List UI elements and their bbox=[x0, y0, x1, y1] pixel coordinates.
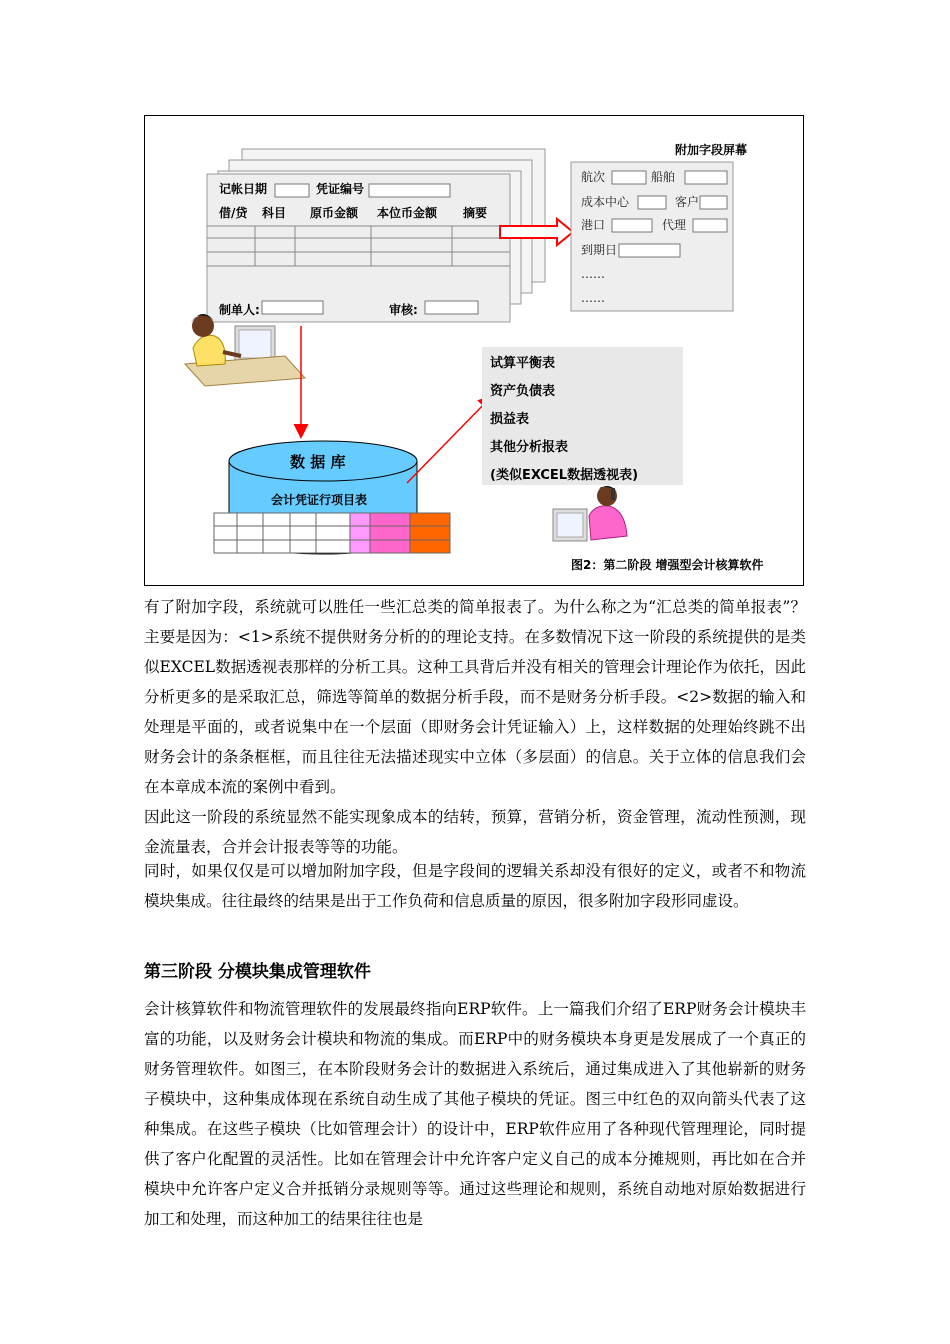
extra-fields-title: 附加字段屏幕 bbox=[675, 143, 748, 157]
field-customer-box bbox=[700, 196, 727, 209]
col-summary: 摘要 bbox=[463, 206, 488, 220]
voucher-no-label: 凭证编号 bbox=[316, 182, 365, 196]
report-balance-sheet: 资产负债表 bbox=[490, 384, 556, 399]
paragraph-4: 会计核算软件和物流管理软件的发展最终指向ERP软件。上一篇我们介绍了ERP财务会计模块丰富的功能，以及财务会计模块和物流的集成。而ERP中的财务模块本身更是发展成了一个真正的财务管理软件。如图三，在本阶段财务会计的数据进入系统后，通过集成进入了其他崭新的财务子模块中，这种集成体现在系统自动生成了其他子模块的凭证。图三中红色的双向箭头代表了这种集成。在这些子模块（比如管理会计）的设计中，ERP软件应用了各种现代管理理论，同时提供了客户化配置的灵活性。比如在管理会计中允许客户定义自己的成本分摊规则，再比如在合并模块中允许客户定义合并抵销分录规则等等。通过这些理论和规则，系统自动地对原始数据进行加工和处理，而这种加工的结果往往也是 bbox=[144, 1000, 806, 1228]
report-trial-balance: 试算平衡表 bbox=[490, 356, 556, 371]
col-account: 科目 bbox=[262, 206, 287, 220]
posting-date-label: 记帐日期 bbox=[219, 182, 268, 196]
voucher-no-box bbox=[369, 184, 450, 197]
reviewer-box bbox=[425, 301, 478, 314]
stage2-diagram bbox=[145, 116, 803, 585]
field-voyage: 航次 bbox=[581, 170, 606, 184]
field-port: 港口 bbox=[581, 218, 606, 232]
field-port-box bbox=[612, 219, 652, 232]
diagonal-arrow-icon bbox=[407, 397, 491, 483]
field-agent-box bbox=[693, 219, 727, 232]
field-customer: 客户 bbox=[675, 195, 700, 209]
paragraph-2: 因此这一阶段的系统显然不能实现象成本的结转，预算，营销分析，资金管理，流动性预测，现金流量表，合并会计报表等等的功能。 bbox=[144, 808, 806, 856]
ellipsis-1: …… bbox=[581, 267, 605, 281]
woman-on-phone-icon bbox=[553, 486, 627, 541]
field-due-date-box bbox=[619, 244, 680, 257]
figure-caption: 图2：第二阶段 增强型会计核算软件 bbox=[571, 558, 764, 572]
col-local-amount: 本位币金额 bbox=[377, 206, 438, 220]
field-due-date: 到期日 bbox=[581, 243, 618, 257]
voucher-sheet-front bbox=[207, 174, 510, 322]
figure-2 bbox=[144, 115, 804, 586]
field-vessel: 船舶 bbox=[651, 170, 676, 184]
report-pivot-note: (类似EXCEL数据透视表) bbox=[490, 468, 639, 483]
reviewer-label: 审核: bbox=[389, 303, 418, 317]
field-voyage-box bbox=[612, 171, 646, 184]
database-subtitle: 会计凭证行项目表 bbox=[271, 493, 368, 507]
ellipsis-2: …… bbox=[581, 291, 605, 305]
section-heading: 第三阶段 分模块集成管理软件 bbox=[144, 962, 371, 982]
report-other-analysis: 其他分析报表 bbox=[490, 440, 569, 455]
field-cost-center-box bbox=[638, 196, 666, 209]
col-original-amount: 原币金额 bbox=[310, 206, 359, 220]
field-vessel-box bbox=[685, 171, 727, 184]
posting-date-box bbox=[275, 184, 309, 197]
line-item-table bbox=[214, 513, 450, 553]
paragraph-1: 有了附加字段，系统就可以胜任一些汇总类的简单报表了。为什么称之为“汇总类的简单报表”？主要是因为：<1>系统不提供财务分析的的理论支持。在多数情况下这一阶段的系统提供的是类似EXCEL数据透视表那样的分析工具。这种工具背后并没有相关的管理会计理论作为依托，因此分析更多的是采取汇总，筛选等简单的数据分析手段，而不是财务分析手段。<2>数据的输入和处理是平面的，或者说集中在一个层面（即财务会计凭证输入）上，这样数据的处理始终跳不出财务会计的条条框框，而且往往无法描述现实中立体（多层面）的信息。关于立体的信息我们会在本章成本流的案例中看到。 bbox=[144, 598, 806, 796]
col-debit-credit: 借/贷 bbox=[219, 206, 248, 220]
database-title: 数 据 库 bbox=[290, 453, 346, 471]
field-agent: 代理 bbox=[662, 218, 687, 232]
preparer-label: 制单人: bbox=[219, 303, 260, 317]
paragraph-3: 同时，如果仅仅是可以增加附加字段，但是字段间的逻辑关系却没有很好的定义，或者不和物流模块集成。往往最终的结果是出于工作负荷和信息质量的原因，很多附加字段形同虚设。 bbox=[144, 862, 806, 910]
report-income-statement: 损益表 bbox=[490, 412, 530, 427]
field-cost-center: 成本中心 bbox=[581, 195, 630, 209]
woman-at-computer-icon bbox=[185, 314, 305, 386]
preparer-box bbox=[262, 301, 323, 314]
